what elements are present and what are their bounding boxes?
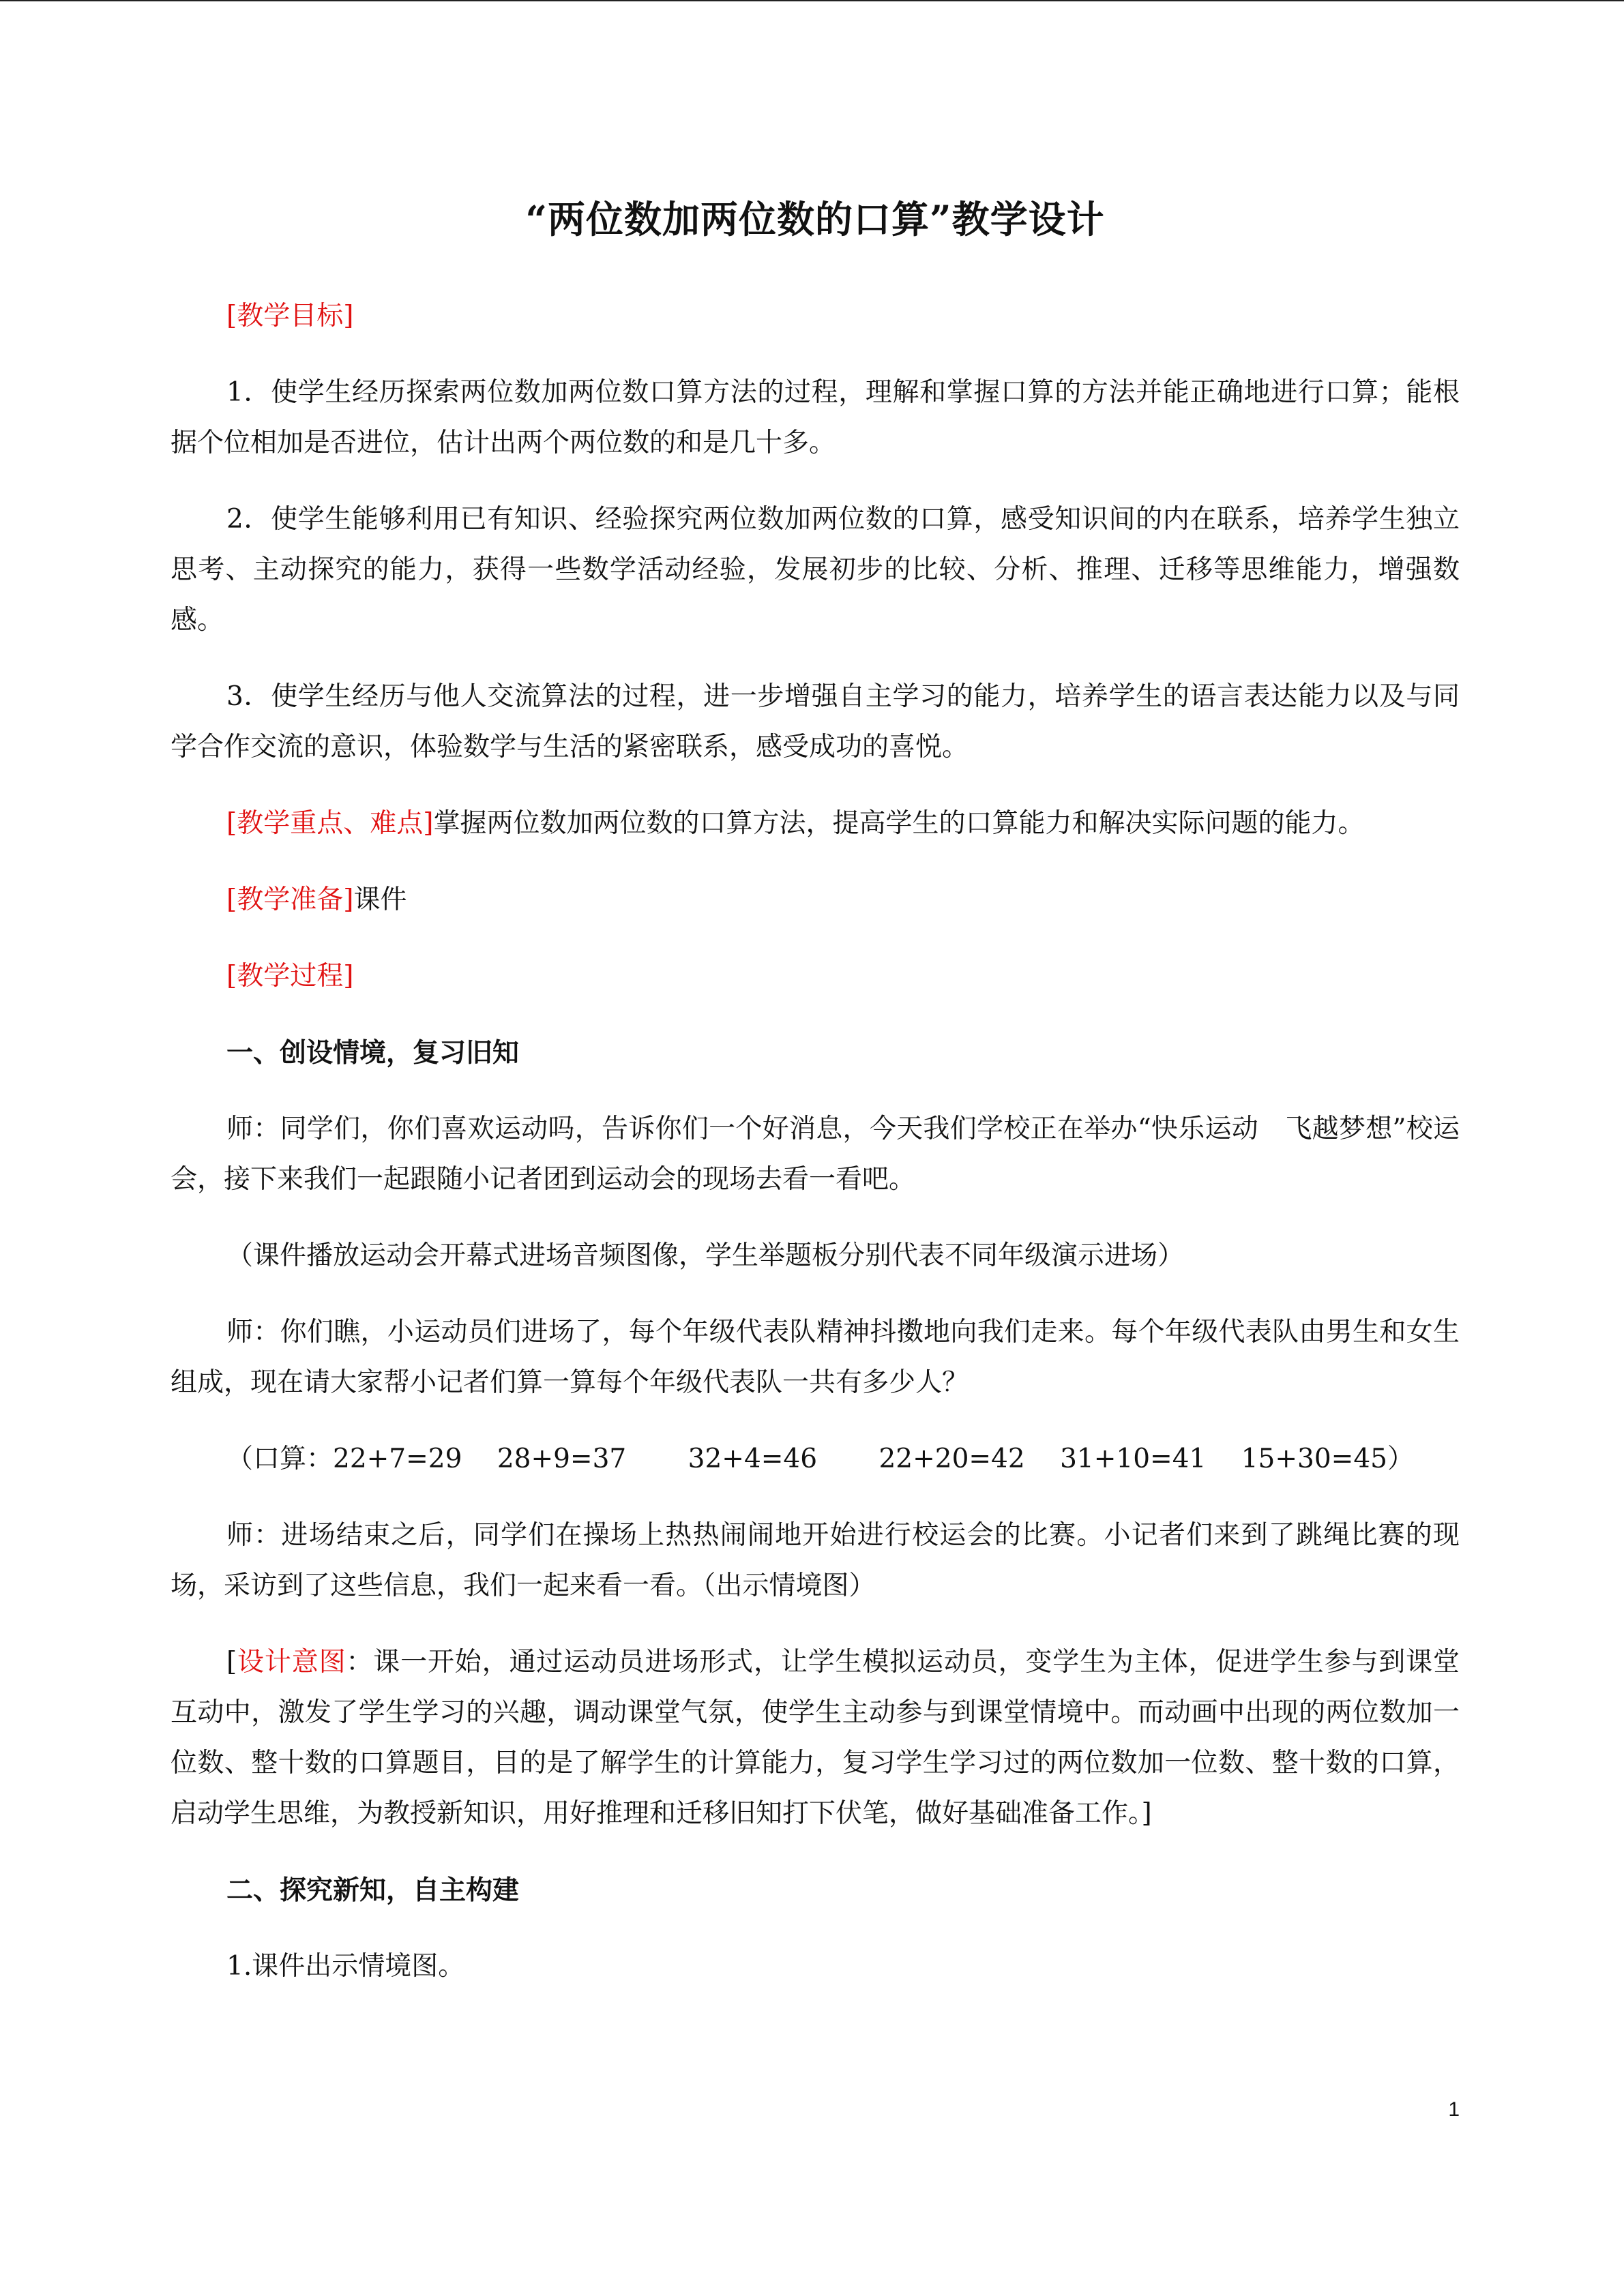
key-points-label: [教学重点、难点] xyxy=(226,808,434,839)
preparation-paragraph xyxy=(171,875,1460,925)
teacher-remark-3: 师：进场结束之后，同学们在操场上热热闹闹地开始进行校运会的比赛。小记者们来到了跳绳比赛的现场，采访到了这些信息，我们一起来看一看。（出示情境图） xyxy=(171,1520,1460,1601)
document-title: “两位数加两位数的口算”教学设计 xyxy=(525,197,1105,241)
objectives-label: [教学目标] xyxy=(226,301,354,331)
mental-calculation-line: （口算：22+7=29 28+9=37 32+4=46 22+20=42 31+10=41 15+30=45） xyxy=(226,1444,1414,1474)
design-intent-bracket: [ xyxy=(226,1647,237,1678)
courseware-note-1: （课件播放运动会开幕式进场音频图像，学生举题板分别代表不同年级演示进场） xyxy=(226,1240,1185,1271)
objective-2: 2．使学生能够利用已有知识、经验探究两位数加两位数的口算，感受知识间的内在联系，培养学生独立思考、主动探究的能力，获得一些数学活动经验，发展初步的比较、分析、推理、迁移等思维能力，增强数感。 xyxy=(171,504,1460,636)
preparation-text: 课件 xyxy=(353,884,407,915)
document-body xyxy=(171,185,1460,2018)
preparation-label: [教学准备] xyxy=(226,884,354,915)
step-1: 1.课件出示情境图。 xyxy=(226,1951,465,1982)
key-points-paragraph xyxy=(171,799,1460,849)
objectives-label-paragraph xyxy=(171,291,1460,342)
design-intent-paragraph xyxy=(171,1637,1460,1839)
objective-3: 3．使学生经历与他人交流算法的过程，进一步增强自主学习的能力，培养学生的语言表达能力以及与同学合作交流的意识，体验数学与生活的紧密联系，感受成功的喜悦。 xyxy=(171,681,1460,762)
page-number: 1 xyxy=(1448,2098,1460,2121)
key-points-text: 掌握两位数加两位数的口算方法，提高学生的口算能力和解决实际问题的能力。 xyxy=(433,808,1365,839)
process-label: [教学过程] xyxy=(226,961,354,992)
objective-1: 1．使学生经历探索两位数加两位数口算方法的过程，理解和掌握口算的方法并能正确地进行口算；能根据个位相加是否进位，估计出两个两位数的和是几十多。 xyxy=(171,377,1460,458)
part1-heading: 一、创设情境，复习旧知 xyxy=(226,1037,520,1069)
teacher-remark-2: 师：你们瞧，小运动员们进场了，每个年级代表队精神抖擞地向我们走来。每个年级代表队由男生和女生组成，现在请大家帮小记者们算一算每个年级代表队一共有多少人？ xyxy=(171,1317,1460,1398)
process-label-paragraph xyxy=(171,951,1460,1002)
part2-heading: 二、探究新知，自主构建 xyxy=(226,1875,520,1906)
design-intent-text: ：课一开始，通过运动员进场形式，让学生模拟运动员，变学生为主体，促进学生参与到课堂互动中，激发了学生学习的兴趣，调动课堂气氛，使学生主动参与到课堂情境中。而动画中出现的两位数加一位数、整十数的口算题目，目的是了解学生的计算能力，复习学生学习过的两位数加一位数、整十数的口算，启动学生思维，为教授新知识，用好推理和迁移旧知打下伏笔，做好基础准备工作。] xyxy=(171,1647,1460,1829)
teacher-remark-1: 师：同学们，你们喜欢运动吗，告诉你们一个好消息，今天我们学校正在举办“快乐运动 飞越梦想”校运会，接下来我们一起跟随小记者团到运动会的现场去看一看吧。 xyxy=(171,1114,1460,1195)
design-intent-label: 设计意图 xyxy=(237,1647,346,1678)
